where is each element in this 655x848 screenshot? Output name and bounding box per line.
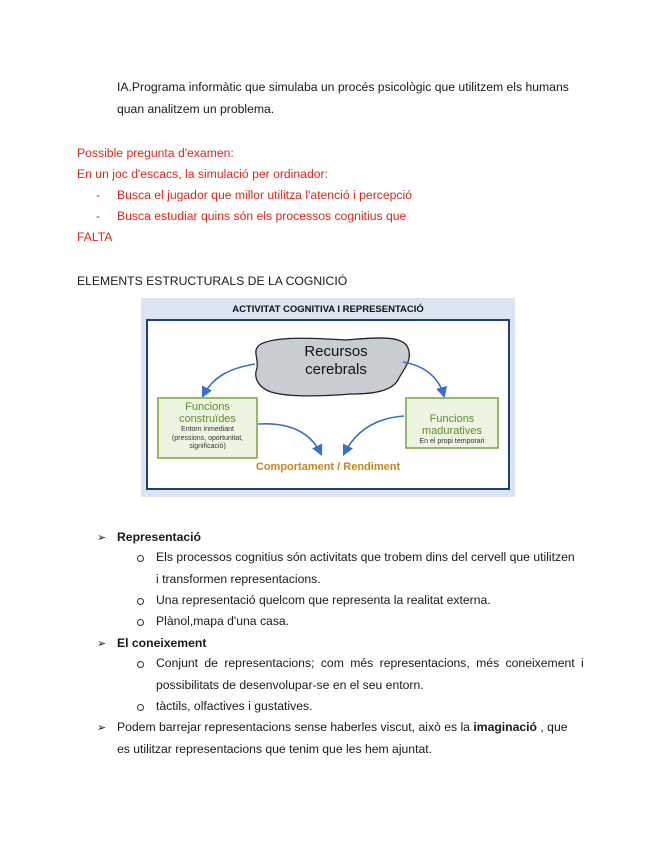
left-box-sub	[158, 426, 257, 452]
circle-bullet-icon	[137, 619, 144, 626]
right-box-sub: En el propi temporari	[419, 438, 485, 445]
cognition-diagram	[141, 298, 515, 497]
section-1-item-1-line-1: Els processos cognitius són activitats que trobem dins del cervell que utilitzen	[156, 550, 575, 564]
closing-arrow-icon: ➢	[97, 722, 107, 734]
closing-line-1	[117, 720, 568, 734]
exam-intro: En un joc d'escacs, la simulació per ordinador:	[77, 167, 328, 181]
closing-pre: Podem barrejar representacions sense haberles viscut, això es la	[117, 720, 474, 734]
exam-item-2: Busca estudiar quins són els processos cognitius que	[117, 209, 407, 223]
section-1-title: Representació	[117, 530, 201, 544]
closing-post: , que	[537, 720, 568, 734]
section-2-item-2: tàctils, olfactives i gustatives.	[156, 699, 313, 713]
circle-bullet-icon	[137, 598, 144, 605]
intro-line-2: quan analitzem un problema.	[117, 102, 275, 116]
intro-line-1: IA.Programa informàtic que simulaba un procés psicològic que utilitzem els humans	[117, 80, 569, 94]
right-box-title-line-2: maduratives	[422, 425, 482, 437]
left-box-title	[158, 401, 257, 425]
exam-bullet-1: -	[96, 188, 101, 202]
left-box-title-line-2: construïdes	[179, 413, 236, 425]
exam-missing: FALTA	[77, 230, 113, 244]
section-1-item-1-line-2: i transformen representacions.	[156, 572, 321, 586]
circle-bullet-icon	[137, 555, 144, 562]
section-1-item-2: Una representació quelcom que representa la realitat externa.	[156, 593, 491, 607]
closing-line-2: es utilitzar representacions que tenim que les hem ajuntat.	[117, 742, 433, 756]
left-box-sub-line-1: Entorn inmediant	[181, 426, 234, 433]
closing-bold: imaginació	[473, 720, 538, 734]
section-1-arrow-icon: ➢	[97, 532, 107, 544]
center-label	[281, 343, 391, 379]
section-title: ELEMENTS ESTRUCTURALS DE LA COGNICIÓ	[77, 274, 348, 288]
left-box-sub-line-3: significació)	[189, 443, 226, 450]
center-label-line-1: Recursos	[304, 343, 368, 360]
right-box-title-line-1: Funcions	[429, 413, 475, 425]
section-2-arrow-icon: ➢	[97, 638, 107, 650]
circle-bullet-icon	[137, 661, 144, 668]
section-1-item-3: Plànol,mapa d'una casa.	[156, 614, 290, 628]
bottom-label: Comportament / Rendiment	[255, 461, 401, 473]
right-box-title	[406, 413, 498, 437]
section-2-item-1-line-1: Conjunt de representacions; com més representacions, més coneixement i	[156, 656, 584, 670]
exam-heading: Possible pregunta d'examen:	[77, 146, 234, 160]
section-2-title: El coneixement	[117, 636, 207, 650]
exam-item-1: Busca el jugador que millor utilitza l'atenció i percepció	[117, 188, 412, 202]
circle-bullet-icon	[137, 704, 144, 711]
left-box-title-line-1: Funcions	[185, 401, 230, 413]
section-2-item-1-line-2: possibilitats de desenvolupar-se en el seu entorn.	[156, 678, 424, 692]
left-box-sub-line-2: (pressions, oportunitat,	[171, 434, 244, 442]
center-label-line-2: cerebrals	[305, 361, 367, 378]
exam-bullet-2: -	[96, 209, 101, 223]
diagram-title: ACTIVITAT COGNITIVA I REPRESENTACIÓ	[232, 304, 424, 315]
